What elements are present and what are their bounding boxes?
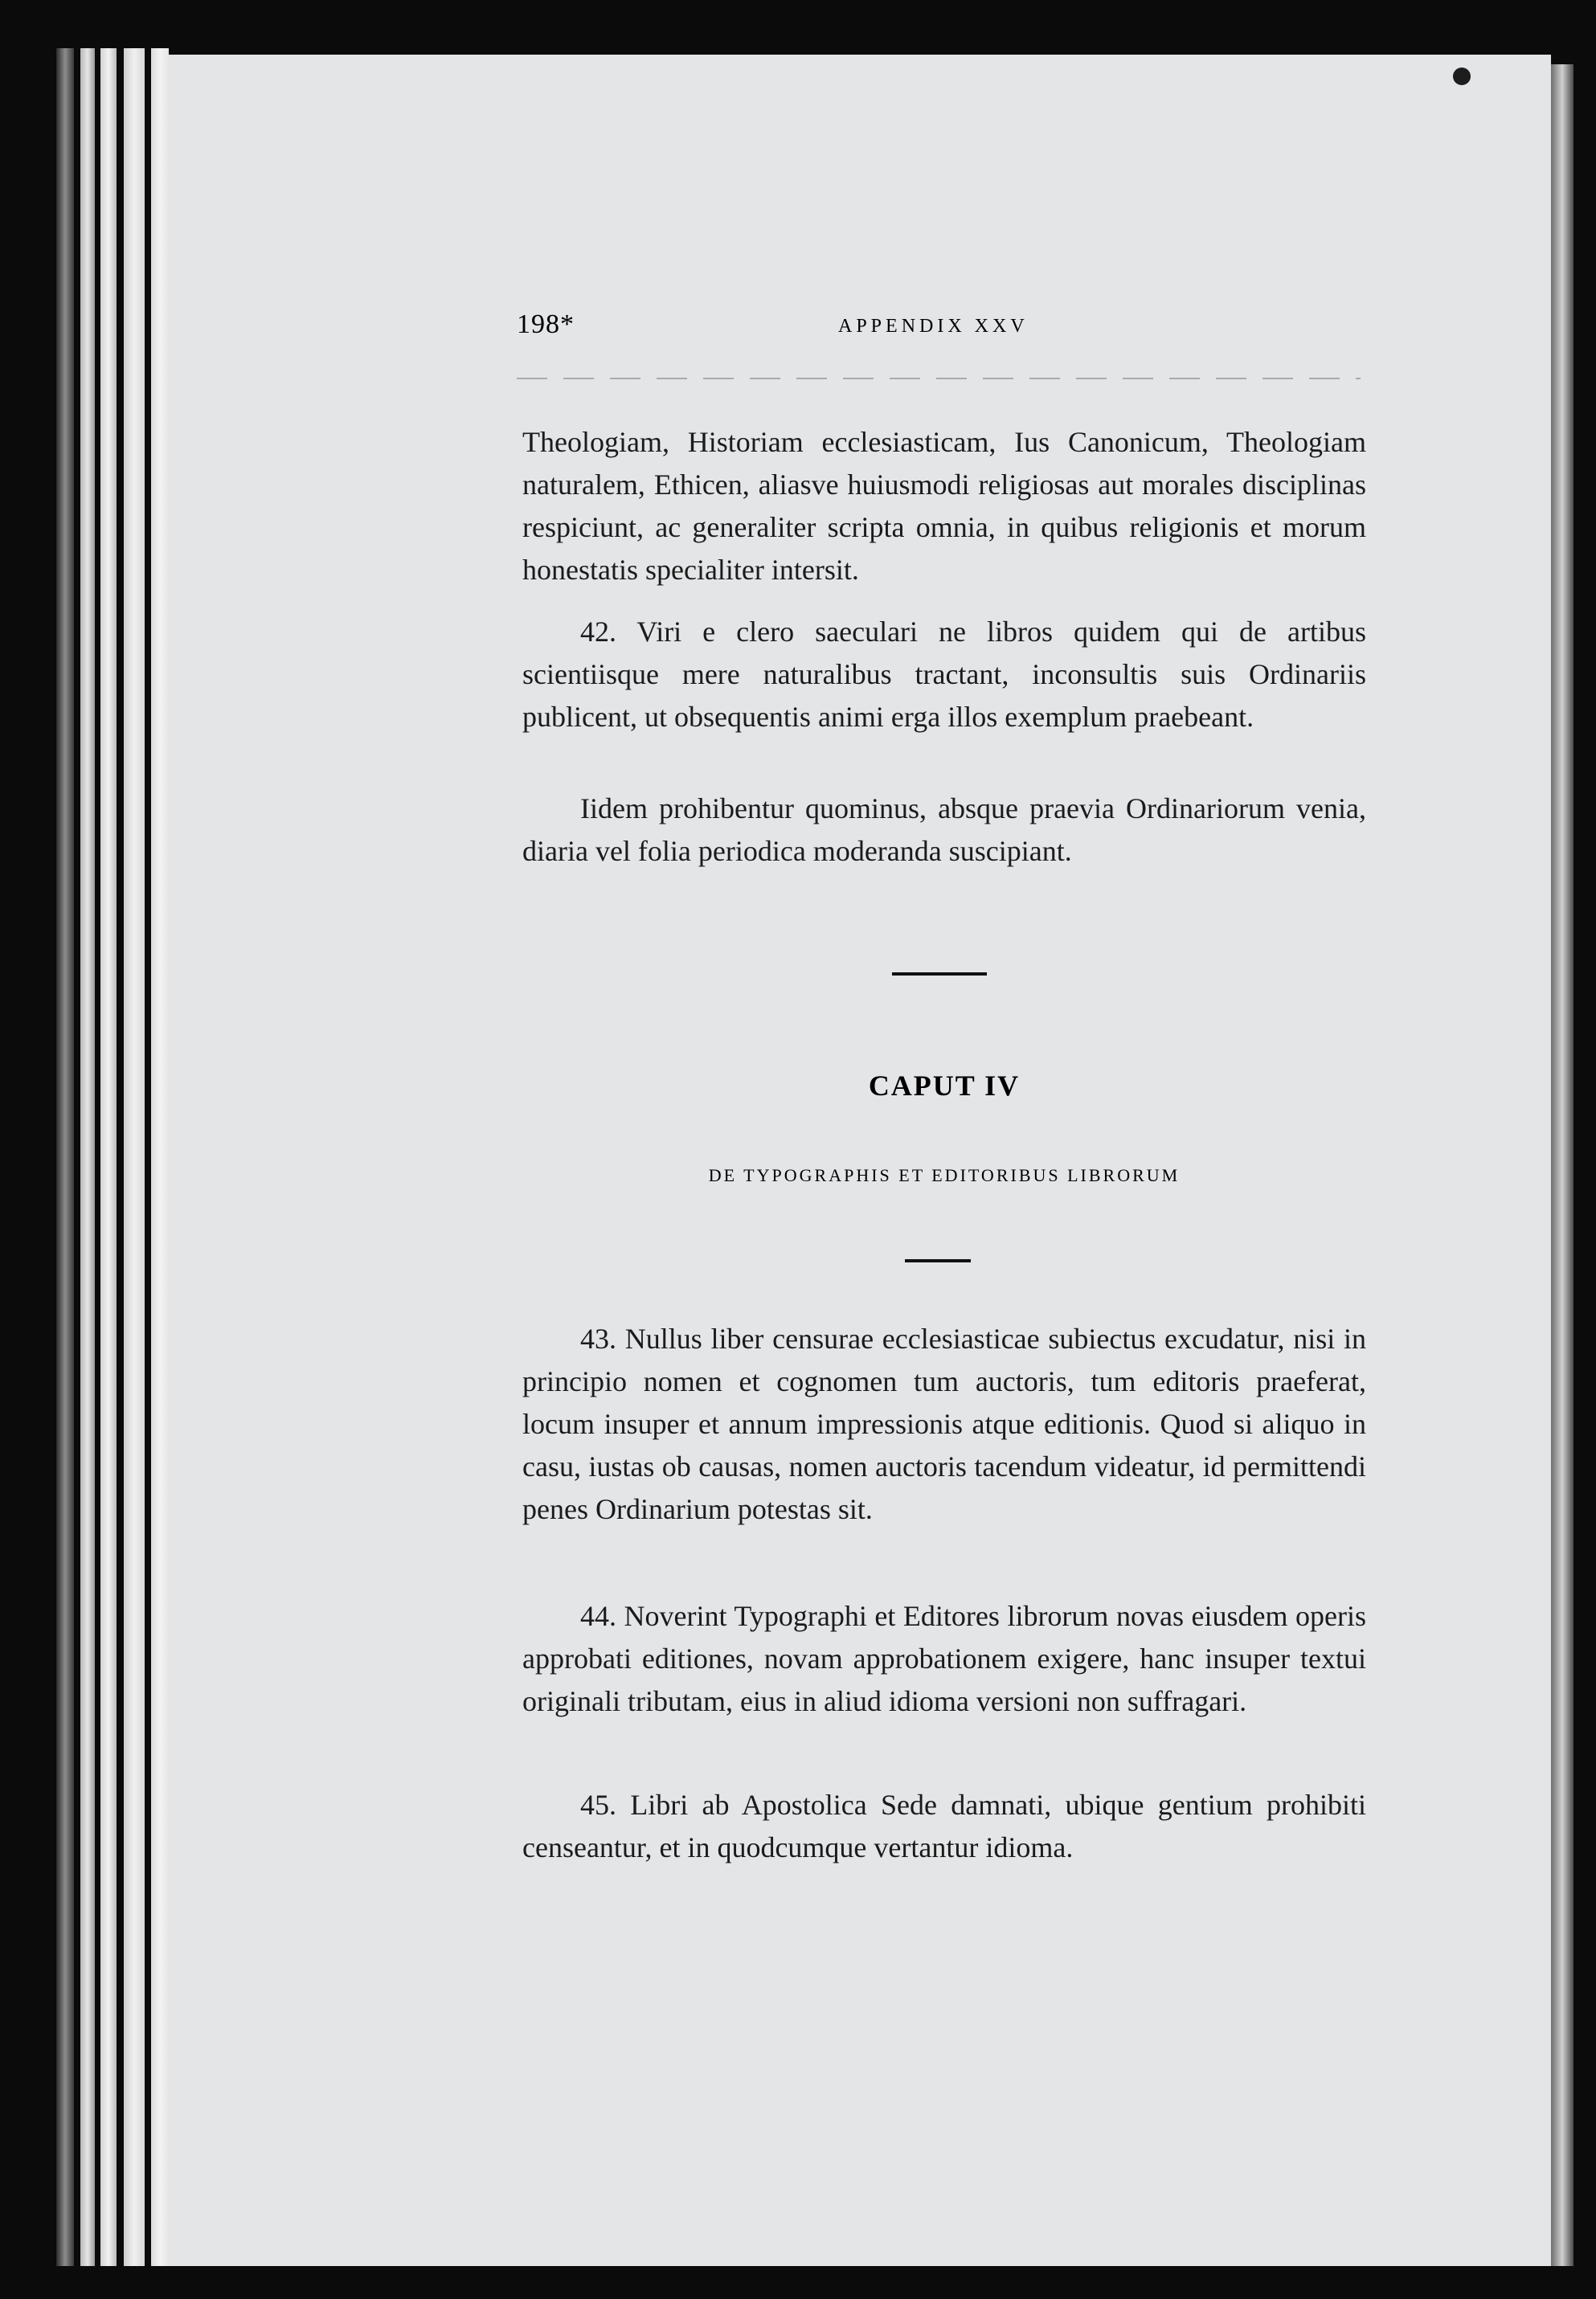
paragraph-text: 45. Libri ab Apostolica Sede damnati, ubique gentium prohibiti censeantur, et in quodcumque vertantur idioma. [522,1789,1366,1863]
paragraph-text: 43. Nullus liber censurae ecclesiasticae subiectus excudatur, nisi in principio nomen et cognomen tum auctoris, tum editoris praeferat, locum insuper et annum impressionis atque editionis. Quod si aliquo in casu, iustas ob causas, nomen auctoris tacendum videatur, id permittendi penes Ordinarium potestas sit. [522,1323,1366,1525]
page-edge-strip [100,48,117,2266]
section-separator [892,972,987,976]
page-edge-strip [124,48,145,2266]
chapter-title: CAPUT IV [868,1070,1021,1102]
paragraph-45 [522,1784,1366,1869]
section-separator [905,1259,971,1262]
page-header [517,309,1369,350]
paragraph-text: 42. Viri e clero saeculari ne libros quidem qui de artibus scientiisque mere naturalibus tractant, inconsultis suis Ordinariis publicent, ut obsequentis animi erga illos exemplum praebeant. [522,616,1366,733]
paragraph-43 [522,1318,1366,1531]
paragraph-text: 44. Noverint Typographi et Editores librorum novas eiusdem operis approbati editiones, novam approbationem exigere, hanc insuper textui originali tributam, eius in aliud idioma versioni non suffragari. [522,1600,1366,1717]
ink-spot [1453,67,1471,85]
book-page [169,55,1551,2266]
paragraph-text: Theologiam, Historiam ecclesiasticam, Ius Canonicum, Theologiam naturalem, Ethicen, aliasve huiusmodi religiosas aut morales disciplinas respiciunt, ac generaliter scripta omnia, in quibus religionis et morum honestatis specialiter intersit. [522,426,1366,586]
paragraph-44 [522,1595,1366,1723]
page-edge-strip [151,48,169,2266]
book-page-edges [56,48,177,2266]
page-number: 198* [517,309,575,339]
paragraph-text: Iidem prohibentur quominus, absque praevia Ordinariorum venia, diaria vel folia periodica moderanda suscipiant. [522,792,1366,867]
paragraph-continuation [522,421,1366,591]
chapter-subtitle: DE TYPOGRAPHIS ET EDITORIBUS LIBRORUM [708,1165,1181,1185]
page-edge-strip [80,48,95,2266]
running-title: APPENDIX XXV [838,316,1029,337]
header-rule [517,378,1361,379]
page-right-edge [1551,64,1573,2266]
page-edge-strip [56,48,74,2266]
paragraph-42b [522,787,1366,873]
paragraph-42 [522,611,1366,738]
